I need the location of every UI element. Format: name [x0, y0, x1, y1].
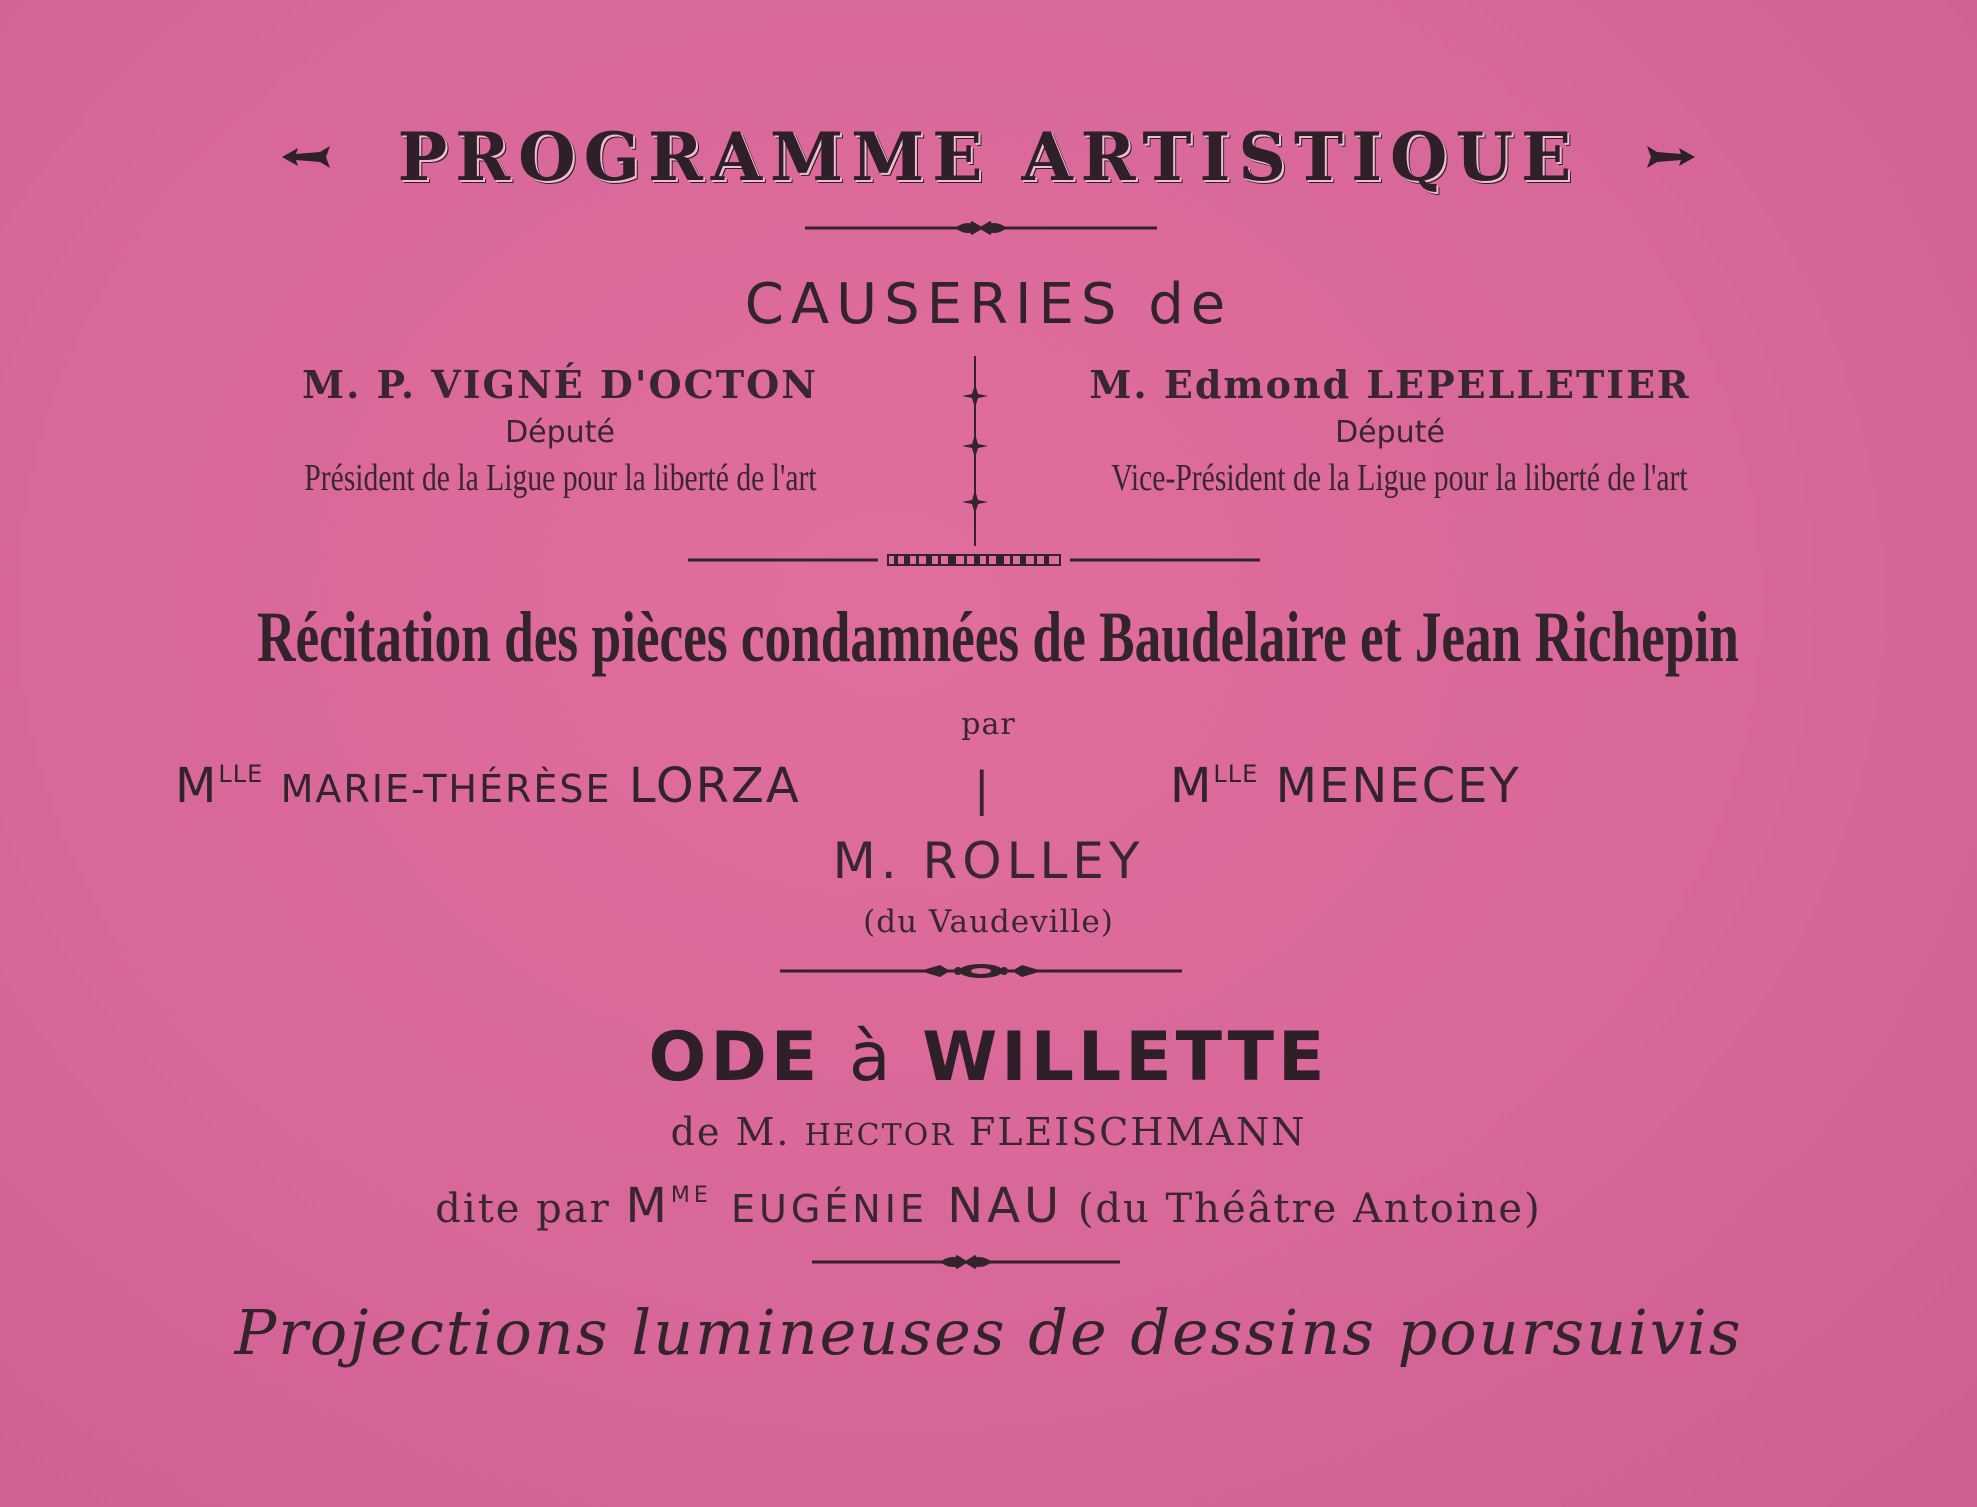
- ornament-divider-1: [805, 218, 1157, 238]
- performer-rolley: M. ROLLEY: [832, 832, 1145, 890]
- title-text: PROGRAMME ARTISTIQUE: [397, 118, 1580, 196]
- reader-name: [625, 1178, 1063, 1234]
- author-prefix: de M.: [670, 1110, 791, 1154]
- ode-title-word: ODE: [648, 1018, 822, 1097]
- ornament-divider-3: [780, 963, 1182, 979]
- performer-separator: |: [974, 762, 990, 816]
- ode-author: [0, 1110, 1977, 1154]
- performer-prefix-sup: LLE: [218, 760, 264, 788]
- performer-last-name: MENECEY: [1275, 758, 1521, 814]
- performer-rolley-note: (du Vaudeville): [863, 904, 1114, 940]
- performer-prefix: M: [1170, 758, 1214, 814]
- dite-par-label: dite par: [435, 1186, 611, 1232]
- speaker-name: M. P. VIGNÉ D'OCTON: [302, 362, 818, 407]
- performer-prefix-sup: LLE: [1213, 760, 1259, 788]
- ornament-divider-2: [688, 552, 1260, 568]
- performer-first-name: MARIE-THÉRÈSE: [280, 767, 612, 811]
- reader-prefix-sup: ME: [670, 1183, 712, 1208]
- speaker-description: Président de la Ligue pour la liberté de l'art: [303, 457, 817, 499]
- speaker-role: Député: [1335, 415, 1445, 450]
- ode-title-word: à: [848, 1018, 895, 1097]
- ode-reader: [0, 1178, 1977, 1234]
- reader-note: (du Théâtre Antoine): [1077, 1186, 1542, 1232]
- speaker-description: Vice-Président de la Ligue pour la liberté de l'art: [1111, 457, 1688, 499]
- star-icon: [962, 434, 988, 458]
- star-column-ornament: [960, 356, 990, 546]
- performer-menecey: [1170, 758, 1521, 814]
- star-icon: [962, 490, 988, 514]
- right-arrow-ornament-icon: [1639, 142, 1697, 172]
- star-icon: [962, 384, 988, 408]
- left-arrow-ornament-icon: [280, 142, 338, 172]
- performer-prefix: M: [175, 758, 219, 814]
- performer-last-name: LORZA: [628, 758, 801, 814]
- reader-first-name: EUGÉNIE: [731, 1187, 928, 1231]
- author-last-name: FLEISCHMANN: [968, 1110, 1307, 1154]
- recitation-title: Récitation des pièces condamnées de Baudelaire et Jean Richepin: [257, 597, 1739, 677]
- programme-title: [0, 118, 1977, 196]
- causeries-heading: CAUSERIES de: [744, 272, 1233, 337]
- reader-prefix: M: [625, 1178, 671, 1234]
- speaker-right: [1030, 362, 1750, 500]
- ode-title-word: WILLETTE: [922, 1018, 1329, 1097]
- author-first-name: HECTOR: [804, 1118, 955, 1153]
- projections-line: Projections lumineuses de dessins poursuivis: [234, 1296, 1743, 1369]
- performer-lorza: [175, 758, 801, 814]
- speaker-name: M. Edmond LEPELLETIER: [1089, 362, 1691, 407]
- speaker-role: Député: [505, 415, 615, 450]
- ornament-divider-4: [812, 1252, 1120, 1272]
- par-label: par: [961, 707, 1016, 742]
- speaker-left: [200, 362, 920, 500]
- ode-title: [0, 1018, 1977, 1097]
- reader-last-name: NAU: [947, 1178, 1064, 1234]
